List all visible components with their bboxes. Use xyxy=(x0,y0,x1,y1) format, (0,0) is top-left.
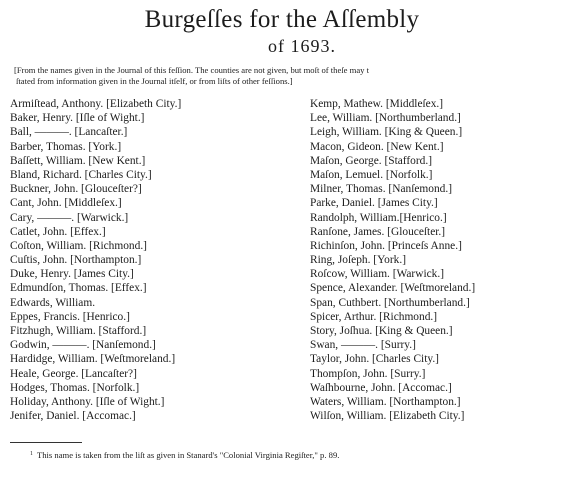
burgess-entry: Richinſon, John. [Princeſs Anne.] xyxy=(310,239,462,252)
burgess-entry: Godwin, ———. [Nanſemond.] xyxy=(10,339,156,352)
burgess-entry: Hardidge, William. [Weſtmoreland.] xyxy=(10,353,176,366)
burgess-entry: Randolph, William.[Henrico.] xyxy=(310,211,447,224)
burgess-entry: Macon, Gideon. [New Kent.] xyxy=(310,140,444,153)
burgess-entry: Swan, ———. [Surry.] xyxy=(310,339,416,352)
burgess-entry: Spicer, Arthur. [Richmond.] xyxy=(310,310,438,323)
editorial-note-line: ſtated from information given in the Journal itſelf, or from liſts of other feſſions.] xyxy=(16,76,293,86)
footnote xyxy=(30,450,339,460)
burgess-entry: Hodges, Thomas. [Norfolk.] xyxy=(10,381,140,394)
editorial-note-line: [From the names given in the Journal of this feſſion. The counties are not given, but moſt of theſe may t xyxy=(14,65,369,75)
burgess-entry: Lee, William. [Northumberland.] xyxy=(310,112,461,125)
burgess-entry: Maſon, Lemuel. [Norfolk.] xyxy=(310,168,433,181)
burgess-entry: Kemp, Mathew. [Middleſex.] xyxy=(310,98,444,110)
burgess-entry: Buckner, John. [Glouceſter?] xyxy=(10,183,142,196)
burgess-entry: Spence, Alexander. [Weſtmoreland.] xyxy=(310,282,476,295)
burgess-entry: Wilſon, William. [Elizabeth City.] xyxy=(310,410,465,423)
editorial-note xyxy=(14,65,580,87)
burgess-entry: Fitzhugh, William. [Stafford.] xyxy=(10,325,147,337)
burgess-entry: Span, Cuthbert. [Northumberland.] xyxy=(310,296,470,309)
burgess-entry: Eppes, Francis. [Henrico.] xyxy=(10,310,130,323)
burgess-entry: Thompſon, John. [Surry.] xyxy=(310,367,426,380)
burgess-entry: Heale, George. [Lancaſter?] xyxy=(10,367,137,380)
burgess-entry: Maſon, George. [Stafford.] xyxy=(310,154,432,167)
burgess-entry: Cant, John. [Middleſex.] xyxy=(10,197,122,210)
burgess-entry: Baſſett, William. [New Kent.] xyxy=(10,154,146,167)
burgess-entry: Taylor, John. [Charles City.] xyxy=(310,353,439,366)
footnote-text: This name is taken from the liſt as given in Stanard's "Colonial Virginia Regiſter," p. 89. xyxy=(37,450,340,460)
burgess-entry: Edmundſon, Thomas. [Effex.] xyxy=(10,282,147,295)
burgess-entry: Parke, Daniel. [James City.] xyxy=(310,197,438,210)
burgess-entry: Milner, Thomas. [Nanſemond.] xyxy=(310,183,453,196)
footnote-marker: 1 xyxy=(30,451,33,457)
burgess-entry: Ring, Joſeph. [York.] xyxy=(310,254,406,267)
burgess-entry: Ball, ———. [Lancaſter.] xyxy=(10,126,128,139)
burgess-entry: Barber, Thomas. [York.] xyxy=(10,140,122,153)
burgess-entry: Waters, William. [Northampton.] xyxy=(310,395,461,408)
burgess-list-left xyxy=(10,97,258,423)
burgess-entry: Waſhbourne, John. [Accomac.] xyxy=(310,381,452,394)
burgess-entry: Jenifer, Daniel. [Accomac.] xyxy=(10,410,136,423)
burgess-entry: Bland, Richard. [Charles City.] xyxy=(10,168,152,181)
burgess-entry: Cuſtis, John. [Northampton.] xyxy=(10,254,142,267)
page-subtitle: of 1693. xyxy=(268,36,336,56)
burgess-entry: Duke, Henry. [James City.] xyxy=(10,268,134,281)
burgess-entry: Catlet, John. [Effex.] xyxy=(10,225,106,238)
burgess-list-right xyxy=(310,97,582,423)
burgess-entry: Cary, ———. [Warwick.] xyxy=(10,211,129,224)
burgess-entry: Story, Joſhua. [King & Queen.] xyxy=(310,325,453,337)
footnote-rule xyxy=(10,442,82,443)
burgess-entry: Armiſtead, Anthony. [Elizabeth City.] xyxy=(10,98,182,110)
burgess-entry: Baker, Henry. [Iſle of Wight.] xyxy=(10,112,145,125)
burgess-entry: Holiday, Anthony. [Iſle of Wight.] xyxy=(10,395,165,408)
burgess-entry: Ranſone, James. [Glouceſter.] xyxy=(310,225,446,238)
burgess-entry: Edwards, William. xyxy=(10,296,96,309)
burgess-entry: Leigh, William. [King & Queen.] xyxy=(310,126,463,139)
burgess-entry: Coſton, William. [Richmond.] xyxy=(10,239,147,252)
burgess-entry: Roſcow, William. [Warwick.] xyxy=(310,268,445,281)
page-title: Burgeſſes for the Aſſembly xyxy=(144,6,420,33)
